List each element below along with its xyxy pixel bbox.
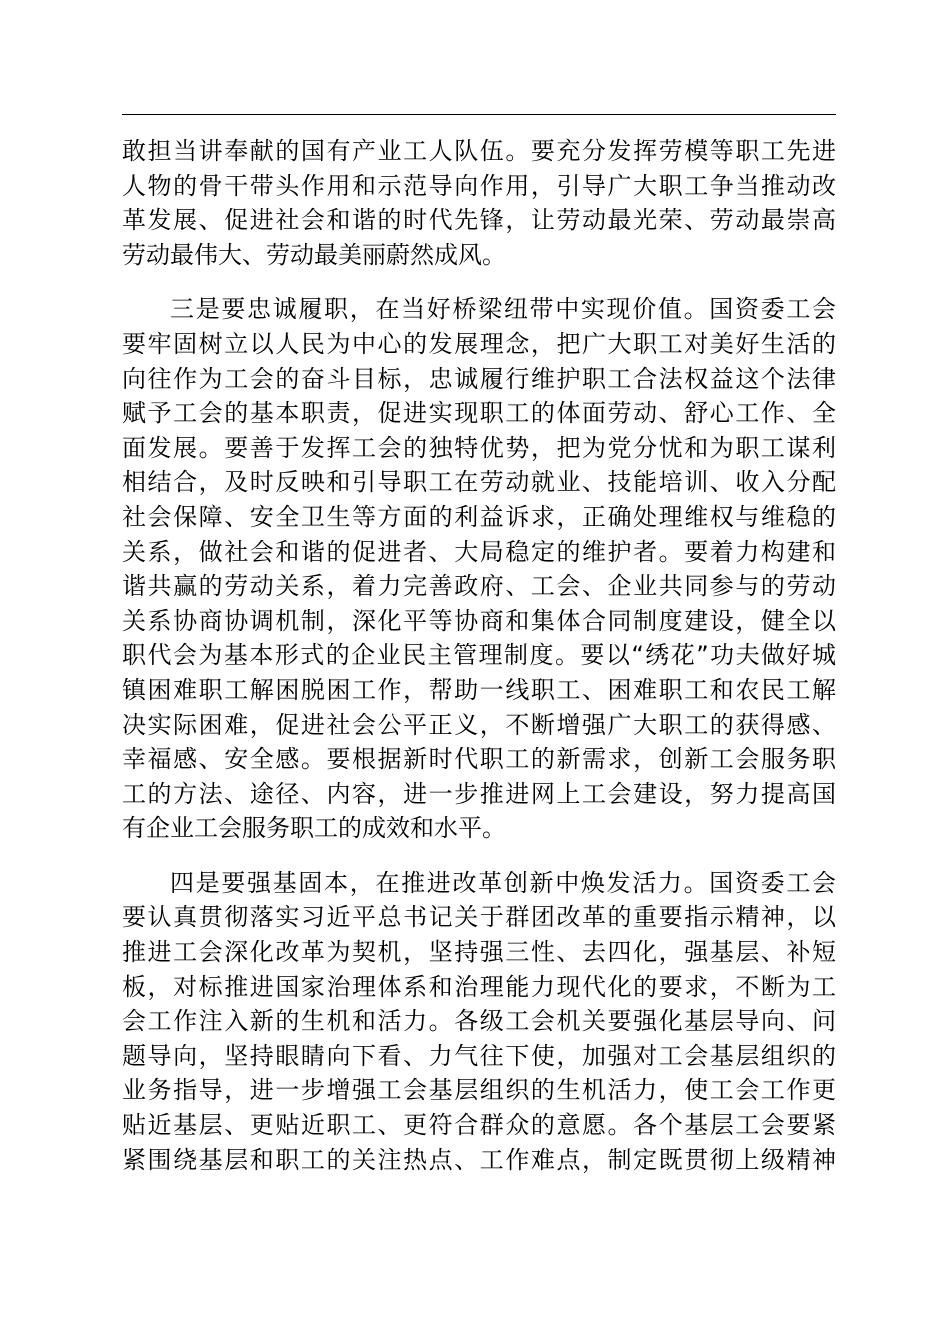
text-line: 关系，做社会和谐的促进者、大局稳定的维护者。要着力构建和 [122, 537, 836, 566]
text-line: 贴近基层、更贴近职工、更符合群众的意愿。各个基层工会要紧 [122, 1111, 836, 1140]
text-line: 劳动最伟大、劳动最美丽蔚然成风。 [122, 240, 506, 269]
paragraph-gap [122, 846, 836, 866]
text-line: 职代会为基本形式的企业民主管理制度。要以“绣花”功夫做好城 [122, 641, 836, 670]
text-line: 幸福感、安全感。要根据新时代职工的新需求，创新工会服务职 [122, 745, 836, 774]
text-line: 赋予工会的基本职责，促进实现职工的体面劳动、舒心工作、全 [122, 399, 836, 428]
text-line: 要认真贯彻落实习近平总书记关于群团改革的重要指示精神，以 [122, 903, 836, 932]
text-line: 向往作为工会的奋斗目标，忠诚履行维护职工合法权益这个法律 [122, 364, 836, 393]
paragraph-3 [122, 866, 836, 1177]
paragraph-gap [122, 272, 836, 292]
text-line: 业务指导，进一步增强工会基层组织的生机活力，使工会工作更 [122, 1076, 836, 1105]
text-line: 谐共赢的劳动关系，着力完善政府、工会、企业共同参与的劳动 [122, 572, 836, 601]
text-line: 镇困难职工解困脱困工作，帮助一线职工、困难职工和农民工解 [122, 675, 836, 704]
text-line: 人物的骨干带头作用和示范导向作用，引导广大职工争当推动改 [122, 171, 836, 200]
text-line: 相结合，及时反映和引导职工在劳动就业、技能培训、收入分配 [122, 468, 836, 497]
text-line: 题导向，坚持眼睛向下看、力气往下使，加强对工会基层组织的 [122, 1041, 836, 1070]
text-line: 社会保障、安全卫生等方面的利益诉求，正确处理维权与维稳的 [122, 502, 836, 531]
text-line: 敢担当讲奉献的国有产业工人队伍。要充分发挥劳模等职工先进 [122, 137, 836, 165]
header-rule [122, 114, 836, 115]
text-line: 工的方法、途径、内容，进一步推进网上工会建设，努力提高国 [122, 779, 836, 808]
text-line: 革发展、促进社会和谐的时代先锋，让劳动最光荣、劳动最崇高 [122, 206, 836, 235]
text-line: 决实际困难，促进社会公平正义，不断增强广大职工的获得感、 [122, 710, 836, 739]
text-line: 板，对标推进国家治理体系和治理能力现代化的要求，不断为工 [122, 972, 836, 1001]
text-line: 要牢固树立以人民为中心的发展理念，把广大职工对美好生活的 [122, 329, 836, 358]
text-line: 面发展。要善于发挥工会的独特优势，把为党分忧和为职工谋利 [122, 433, 836, 462]
text-line: 有企业工会服务职工的成效和水平。 [122, 814, 506, 843]
text-line: 紧围绕基层和职工的关注热点、工作难点，制定既贯彻上级精神 [122, 1145, 836, 1174]
paragraph-2 [122, 292, 836, 846]
text-line: 四是要强基固本，在推进改革创新中焕发活力。国资委工会 [170, 868, 836, 897]
text-line: 会工作注入新的生机和活力。各级工会机关要强化基层导向、问 [122, 1007, 836, 1036]
paragraph-1 [122, 134, 836, 272]
text-line: 关系协商协调机制，深化平等协商和集体合同制度建设，健全以 [122, 606, 836, 635]
text-line: 推进工会深化改革为契机，坚持强三性、去四化，强基层、补短 [122, 938, 836, 967]
text-line: 三是要忠诚履职，在当好桥梁纽带中实现价值。国资委工会 [170, 295, 836, 324]
document-body [122, 134, 836, 1177]
